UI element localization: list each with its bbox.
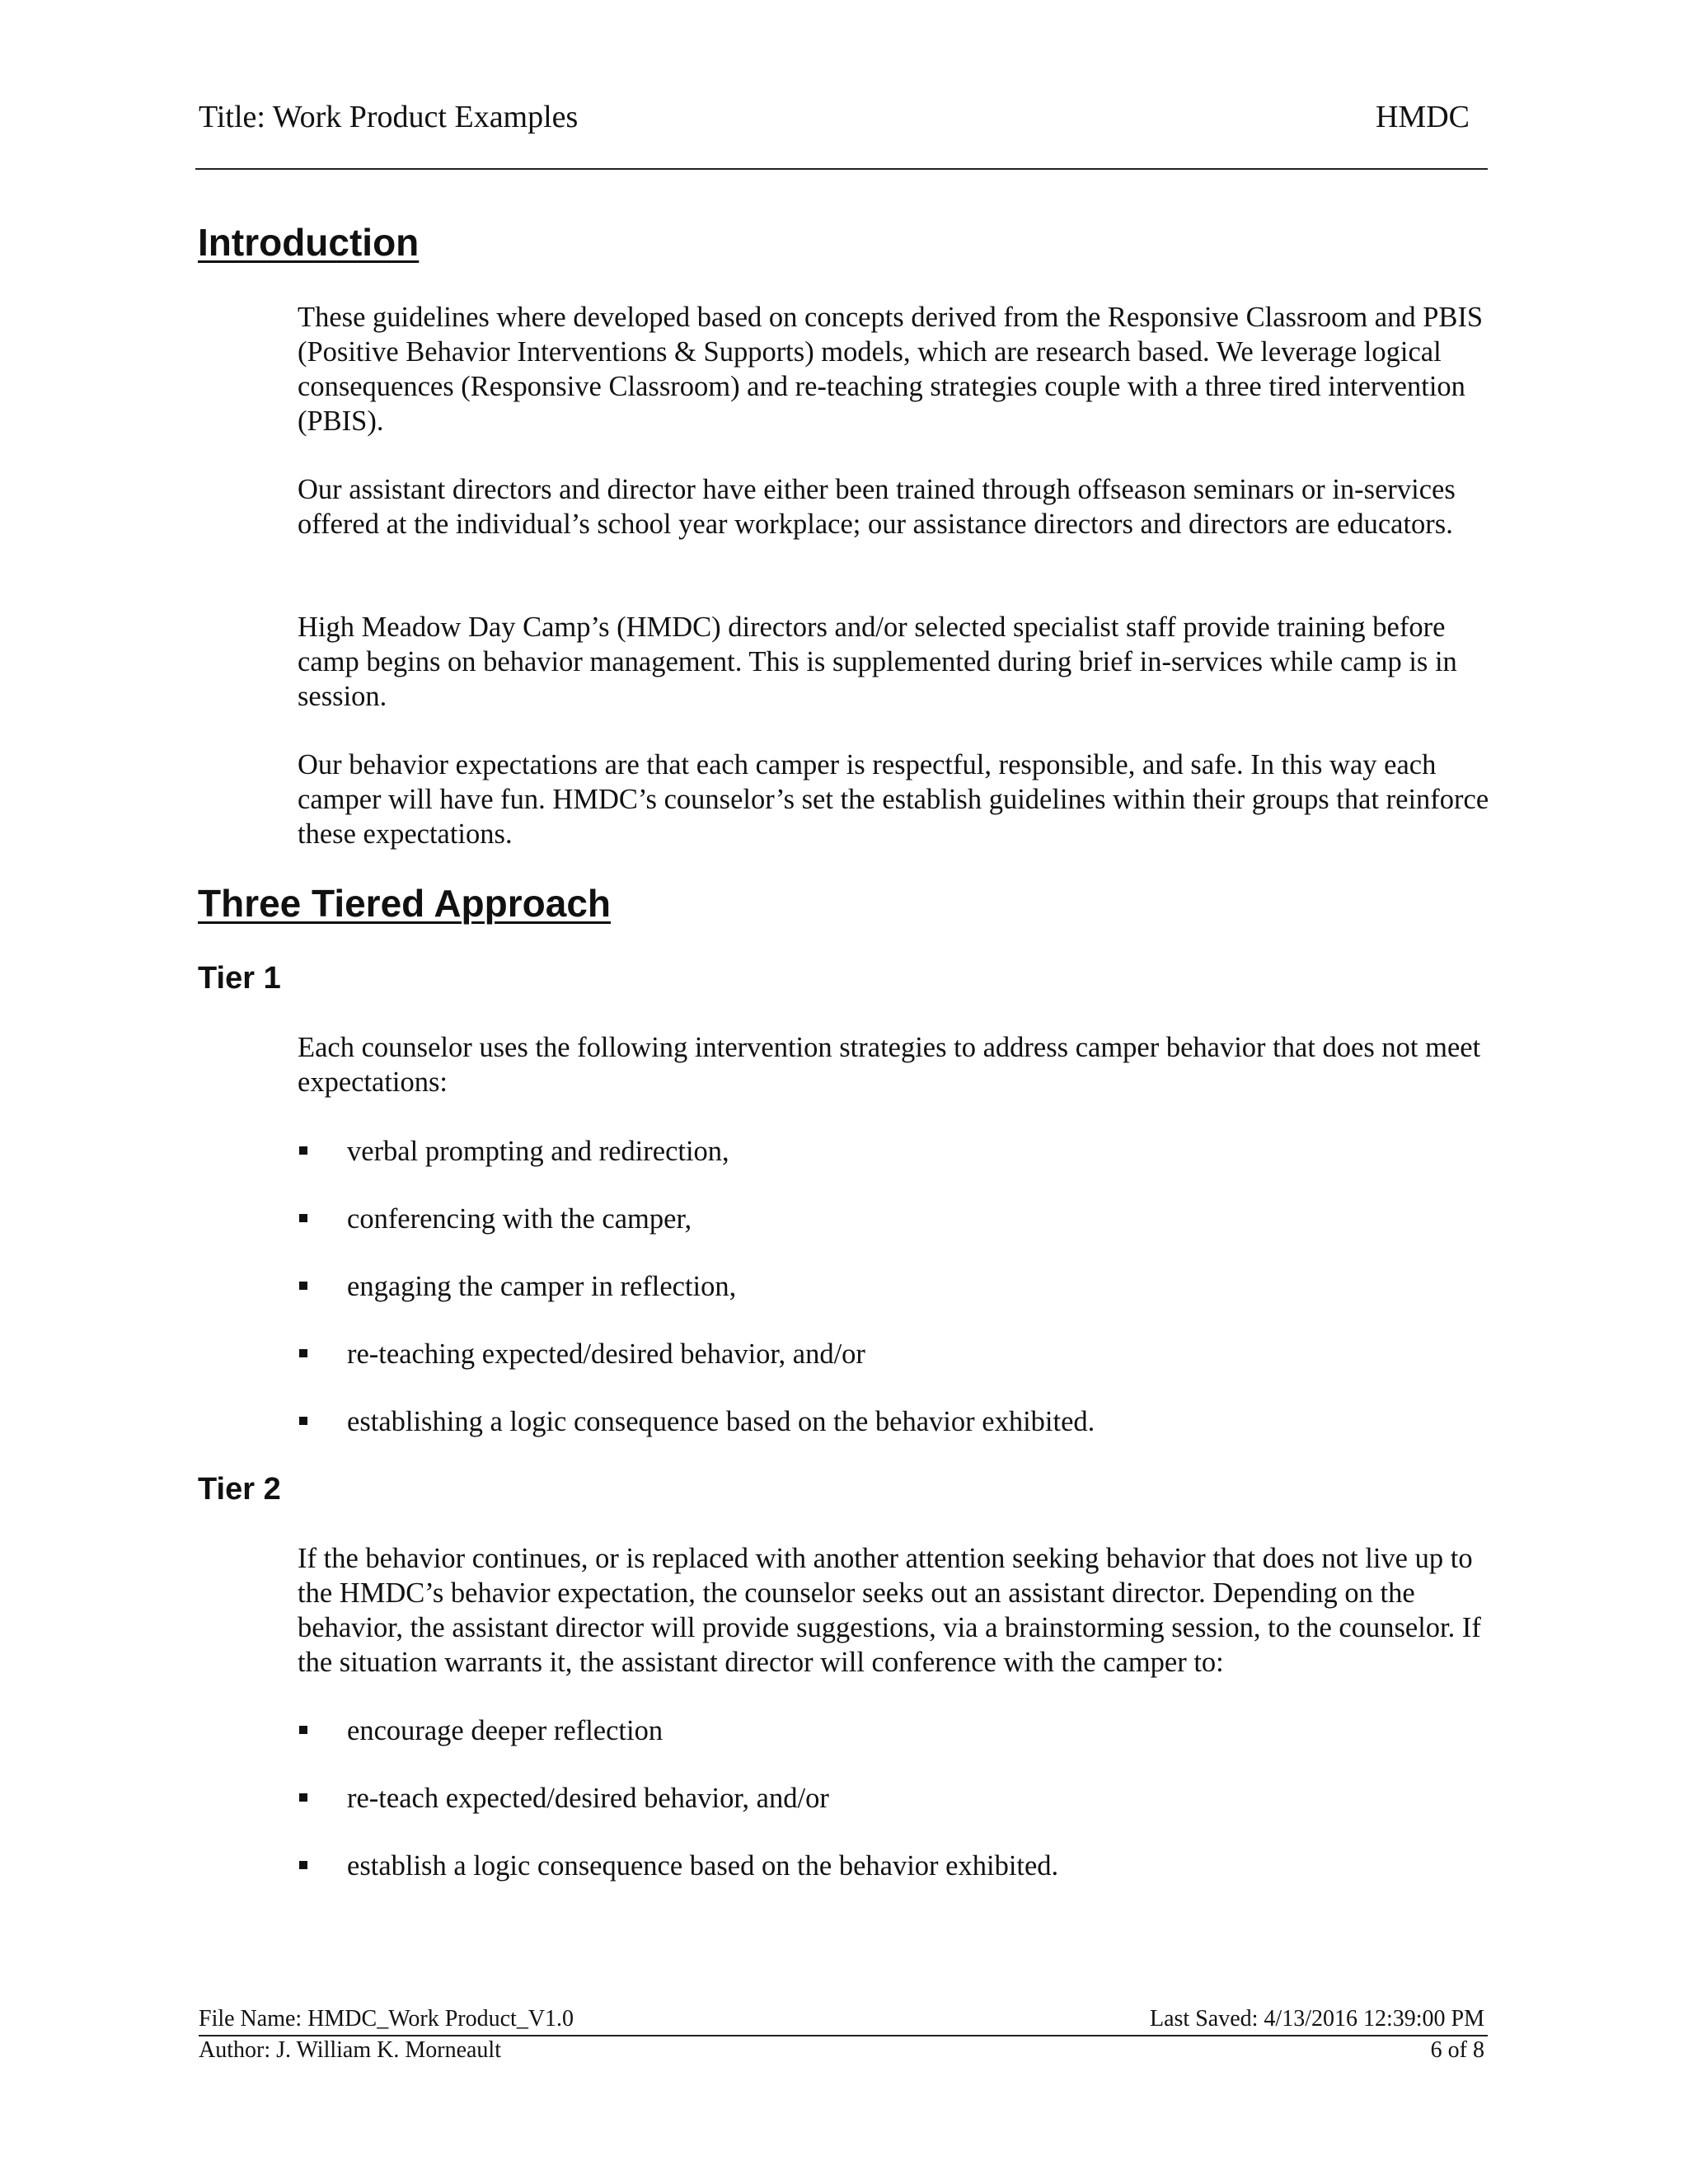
footer-last-saved: Last Saved: 4/13/2016 12:39:00 PM	[1150, 2006, 1484, 2032]
list-item-text: conferencing with the camper,	[347, 1203, 692, 1235]
list-item-text: encourage deeper reflection	[347, 1715, 663, 1746]
square-bullet-icon	[299, 1282, 307, 1290]
document-title: Title: Work Product Examples	[199, 100, 579, 134]
list-item	[298, 1780, 1451, 1816]
list-item-text: re-teaching expected/desired behavior, and/or	[347, 1338, 865, 1370]
intro-paragraph-1: These guidelines where developed based on concepts derived from the Responsive Classroom and PBIS (Positive Behavior Interventions & Supports) models, which are research based. We leverage logical consequences (Responsive Classroom) and re-teaching strategies couple with a three tired intervention (PBIS).	[298, 302, 1484, 437]
list-item-text: re-teach expected/desired behavior, and/or	[347, 1783, 829, 1814]
page-header	[195, 96, 1488, 142]
tier-2-heading: Tier 2	[198, 1472, 281, 1507]
footer-file-name: File Name: HMDC_Work Product_V1.0	[199, 2006, 574, 2032]
three-tiered-approach-heading: Three Tiered Approach	[198, 882, 612, 925]
tier-1-heading: Tier 1	[198, 961, 281, 996]
organization-name: HMDC	[1375, 100, 1470, 134]
list-item	[298, 1201, 1451, 1237]
list-item	[298, 1713, 1451, 1749]
list-item-text: establish a logic consequence based on the behavior exhibited.	[347, 1850, 1059, 1882]
header-divider	[195, 168, 1488, 170]
introduction-heading: Introduction	[198, 221, 420, 264]
tier-1-paragraph: Each counselor uses the following intervention strategies to address camper behavior that does not meet expectations:	[298, 1032, 1481, 1098]
list-item	[298, 1848, 1451, 1884]
square-bullet-icon	[299, 1726, 307, 1734]
intro-paragraph-2: Our assistant directors and director have either been trained through offseason seminars or in-services offered at the individual’s school year workplace; our assistance directors and directors are educators.	[298, 474, 1456, 540]
list-item-text: verbal prompting and redirection,	[347, 1136, 729, 1167]
intro-paragraph-3: High Meadow Day Camp’s (HMDC) directors and/or selected specialist staff provide training before camp begins on behavior management. This is supplemented during brief in-services while camp is in session.	[298, 612, 1457, 712]
list-item	[298, 1404, 1451, 1440]
list-item	[298, 1133, 1451, 1169]
square-bullet-icon	[299, 1417, 307, 1425]
square-bullet-icon	[299, 1349, 307, 1357]
square-bullet-icon	[299, 1793, 307, 1802]
intro-paragraph-4: Our behavior expectations are that each camper is respectful, responsible, and safe. In this way each camper will have fun. HMDC’s counselor’s set the establish guidelines within their groups that reinforce these expectations.	[298, 749, 1489, 850]
footer-author: Author: J. William K. Morneault	[199, 2037, 501, 2063]
list-item-text: engaging the camper in reflection,	[347, 1271, 737, 1302]
square-bullet-icon	[299, 1861, 307, 1869]
tier-2-paragraph: If the behavior continues, or is replaced with another attention seeking behavior that does not live up to the HMDC’s behavior expectation, the counselor seeks out an assistant director. Depending on the behavior, the assistant director will provide suggestions, via a brainstorming session, to the counselor. If the situation warrants it, the assistant director will conference with the camper to:	[298, 1543, 1481, 1678]
list-item	[298, 1336, 1451, 1372]
square-bullet-icon	[299, 1146, 307, 1155]
footer-page-number: 6 of 8	[1430, 2037, 1484, 2063]
list-item	[298, 1268, 1451, 1305]
square-bullet-icon	[299, 1214, 307, 1222]
list-item-text: establishing a logic consequence based on the behavior exhibited.	[347, 1406, 1095, 1437]
